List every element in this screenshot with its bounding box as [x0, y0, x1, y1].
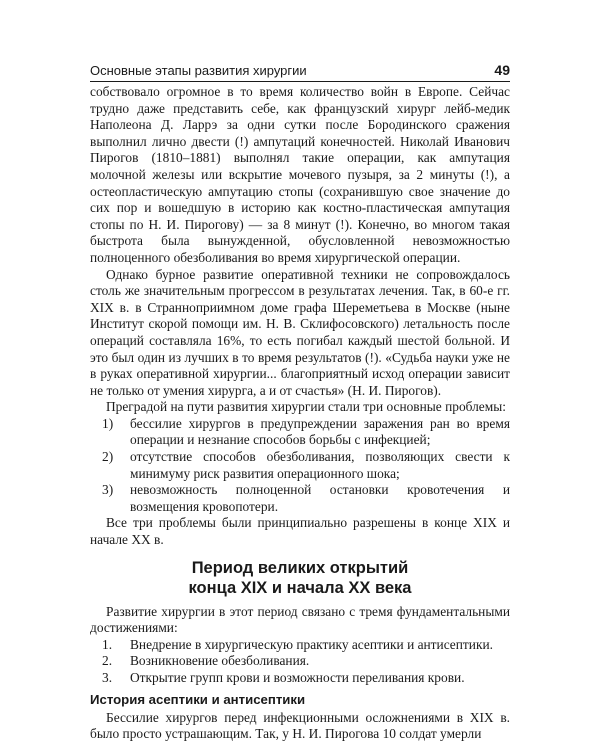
paragraph: Все три проблемы были принципиально разрешены в конце XIX и начале XX в. — [90, 515, 510, 548]
achievements-list — [90, 637, 510, 687]
list-item-number: 3. — [102, 670, 113, 685]
paragraph: Бессилие хирургов перед инфекционными осложнениями в XIX в. было просто устрашающим. Так, у Н. И. Пирогова 10 солдат умерли — [90, 709, 510, 742]
list-item-number: 3) — [102, 482, 114, 498]
page-body — [90, 84, 510, 743]
paragraph: Преградой на пути развития хирургии стали три основные проблемы: — [106, 399, 506, 415]
list-item-text: отсутствие способов обезболивания, позволяющих свести к минимуму риск развития операционного шока; — [130, 449, 510, 481]
page-number: 49 — [494, 62, 510, 78]
paragraph: собствовало огромное в то время количество войн в Европе. Сейчас трудно даже представить себе, как французский хирург лейб-медик Наполеона Д. Ларрэ за одни сутки после Бородинского сражения выполнил лично двести (!) ампутаций конечностей. Николай Иванович Пирогов (1810–1881) выполнял такие операции, как ампутация молочной железы или вскрытие мочевого пузыря, за 2 минуты (!), а остеопластическую ампутацию стопы (сохранившую свое значение до сих пор и вошедшую в историю как костно-пластическая ампутация стопы по Н. И. Пирогову) — за 8 минут (!). Конечно, во многом такая быстрота была вынужденной, обусловленной невозможностью полноценного обезболивания во время хирургической операции. — [90, 84, 510, 265]
section-heading-line: конца XIX и начала XX века — [188, 578, 412, 597]
list-item — [90, 416, 510, 449]
running-header — [90, 60, 510, 82]
list-item-text: бессилие хирургов в предупреждении заражения ран во время операции и незнание способов борьбы с инфекцией; — [130, 415, 510, 448]
list-item — [90, 653, 510, 670]
list-item-number: 1) — [102, 415, 114, 431]
list-item-number: 2) — [102, 449, 114, 465]
problems-list — [90, 416, 510, 516]
paragraph: Однако бурное развитие оперативной техники не сопровождалось столь же значительным прогрессом в результатах лечения. Так, в 60-е гг. XIX в. в Странноприимном доме графа Шереметьева в Москве (ныне Институт скорой помощи им. Н. В. Склифосовского) летальность после операций составляла 16%, то есть погибал каждый шестой больной. И это был один из лучших в то время результатов (!). «Судьба науки уже не в руках оперативной хирургии... благоприятный исход операции зависит не только от умения хирурга, а и от счастья» (Н. И. Пирогов). — [90, 266, 510, 398]
subsection-heading: История асептики и антисептики — [90, 691, 306, 707]
list-item — [90, 449, 510, 482]
list-item-text: невозможность полноценной остановки кровотечения и возмещения кровопотери. — [130, 482, 510, 514]
list-item — [90, 482, 510, 515]
section-heading — [90, 558, 510, 598]
running-title: Основные этапы развития хирургии — [90, 63, 307, 78]
list-item-number: 1. — [102, 636, 113, 652]
list-item — [90, 637, 510, 654]
list-item-text: Возникновение обезболивания. — [130, 653, 310, 669]
list-item-text: Открытие групп крови и возможности переливания крови. — [130, 670, 465, 685]
list-item-text: Внедрение в хирургическую практику асептики и антисептики. — [130, 636, 493, 652]
list-item-number: 2. — [102, 653, 113, 669]
paragraph: Развитие хирургии в этот период связано с тремя фундаментальными достижениями: — [90, 603, 510, 636]
section-heading-line: Период великих открытий — [191, 558, 409, 577]
list-item — [90, 670, 510, 687]
